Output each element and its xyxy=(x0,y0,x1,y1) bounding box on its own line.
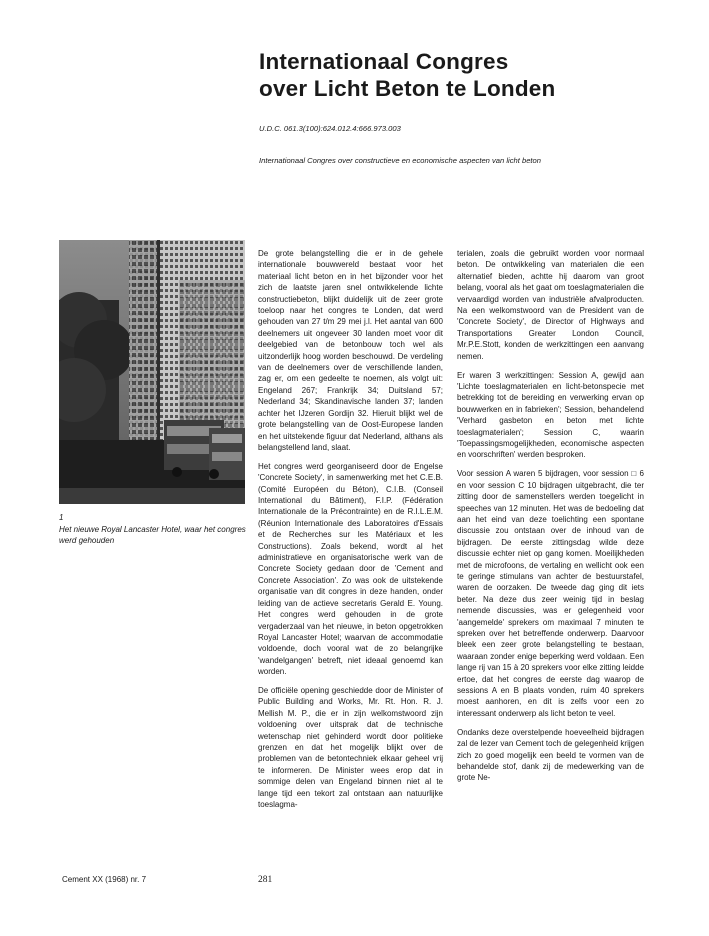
body-column-1 xyxy=(258,248,443,818)
paragraph: terialen, zoals die gebruikt worden voor normaal beton. De ontwikkeling van materialen die een alternatief bieden, achtte hij daarom van groot belang, vooral als het gaat om toeslagmaterialen die vervaardigd worden van industriële afvalproducten. Na een welkomstwoord van de President van de 'Concrete Society', de Director of Highways and Transportations Greater London Council, Mr.P.E.Stott, konden de werkzittingen een aanvang nemen. xyxy=(457,249,644,361)
title-line-2: over Licht Beton te Londen xyxy=(259,76,556,101)
paragraph: Het congres werd georganiseerd door de Engelse 'Concrete Society', in samenwerking met het C.E.B. (Comité Européen du Béton), C.I.B. (Conseil International du Bâtiment), F.I.P. (Fédération Internationale de la Précontrainte) en de R.I.L.E.M. (Réunion Internationale des Laboratoires d'Essais et de Recherches sur les Matériaux et les Constructions). Zoals bekend, wordt al het administratieve en organisatorische werk van de Concrete Society gedaan door de 'Cement and Concrete Association'. Zo was ook de uitstekende organisatie van dit congres in deze handen, onder leiding van de actieve secretaris Gerald E. Young. Het congres werd gehouden in de grote vergaderzaal van het nieuwe, in beton opgetrokken Royal Lancaster Hotel; waarvan de accommodatie voldoende, doch vooral wat de zo belangrijke 'wandelgangen' betreft, niet ideaal genoemd kan worden. xyxy=(258,461,443,677)
body-column-2 xyxy=(457,248,644,791)
paragraph: De grote belangstelling die er in de gehele internationale bouwwereld bestaat voor het materiaal licht beton en in het bijzonder voor het zich de laatste jaren snel ontwikkelende lichte constructiebeton, blijkt duidelijk uit de zeer grote toeloop naar het congres te Londen, dat werd gehouden van 27 t/m 29 mei j.l. Het aantal van 600 deelnemers uit ongeveer 30 landen moet voor dit deelgebied van de betonbouw toch wel als uitzonderlijk hoog worden beschouwd. De verdeling van de deelnemers over de verschillende landen, zag er, om een gedeelte te noemen, als volgt uit: Engeland 267; Frankrijk 34; Duitsland 57; Nederland 34; Skandinavische landen 37; landen achter het IJzeren Gordijn 32. Hieruit blijkt wel de grote belangstelling van de Oost-Europese landen en het uitstekende figuur dat Nederland, althans als belangstellend land, slaat. xyxy=(258,249,443,452)
article-title xyxy=(259,48,679,102)
hotel-photo xyxy=(59,240,245,504)
journal-reference: Cement XX (1968) nr. 7 xyxy=(62,875,147,884)
figure-caption-text: Het nieuwe Royal Lancaster Hotel, waar het congres werd gehouden xyxy=(59,524,246,545)
paragraph: De officiële opening geschiedde door de Minister of Public Building and Works, Mr. Rt. Hon. R. J. Mellish M. P., die er in zijn welkomstwoord zijn voldoening over uitsprak dat de technische wetenschap niet gehinderd wordt door politieke grenzen en dat het mogelijk blijkt over de problemen van de betontechniek elkaar geheel vrij te informeren. De Minister wees erop dat in sommige delen van Engeland binnen niet al te lange tijd een tekort zal ontstaan aan natuurlijke toeslagma- xyxy=(258,686,443,810)
paragraph: Voor session A waren 5 bijdragen, voor session □ 6 en voor session C 10 bijdragen uitgebracht, die ter zitting door de samenstellers werden toegelicht in speeches van 12 minuten. Het was de bedoeling dat aan het eind van deze toelichting een spontane discussie zou ontstaan over de inhoud van de bijdragen. De eerste zittingsdag wilde deze discussie echter niet op gang komen. Moeilijkheden met de microfoons, de vertaling en wellicht ook een te geringe stimulans van achter de bestuurstafel, waren de oorzaken. De tweede dag ging dit iets beter. Na deze dus zeer weinig tijd in beslag nemende discussies, was er gelegenheid voor 'aangemelde' sprekers om maximaal 7 minuten te spreken over het betreffende onderwerp. Daarvoor bleek een zeer grote belangstelling te bestaan, waaraan zonder enige beperking werd voldaan. Een lange rij van 15 à 20 sprekers voor elke zitting leidde ertoe, dat het congres de eerste dag waarop de sessions A en B plaats vonden, ruim 40 sprekers moest aanhoren, en dit is zelfs voor een zo interessant onderwerp als licht beton te veel. xyxy=(457,469,644,718)
hotel-photo-illustration xyxy=(59,240,245,504)
paragraph: Ondanks deze overstelpende hoeveelheid bijdragen zal de lezer van Cement toch de gelegenheid krijgen zich zo goed mogelijk een beeld te vormen van de behandelde stof, dank zij de medewerking van de grote Ne- xyxy=(457,727,644,783)
page-number: 281 xyxy=(258,875,273,885)
paragraph: Er waren 3 werkzittingen: Session A, gewijd aan 'Lichte toeslagmaterialen en licht-betonspecie met betrekking tot de bereiding en verwerking ervan op bouwwerken en in fabrieken'; Session, behandelend 'Verhard gasbeton en beton met lichte toeslagmaterialen'; Session C, waarin 'Toepassingsmogelijkheden, economische aspecten en voorschriften' werden besproken. xyxy=(457,370,644,460)
article-subtitle: Internationaal Congres over constructieve en economische aspecten van licht beton xyxy=(259,156,541,165)
udc-code: U.D.C. 061.3(100):624.012.4:666.973.003 xyxy=(259,124,401,133)
figure-caption xyxy=(59,512,249,547)
figure-number: 1 xyxy=(59,513,64,522)
title-line-1: Internationaal Congres xyxy=(259,49,509,74)
